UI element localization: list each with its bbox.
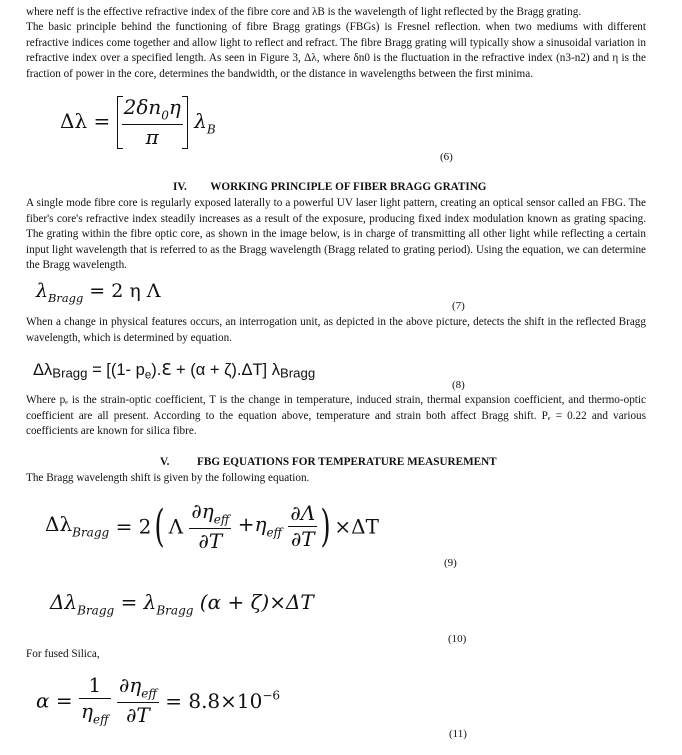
eq11-fraction-2: $\frac{\partial\eta_{eff}}{\partial T}$ <box>118 673 157 728</box>
section-5-heading <box>160 456 497 468</box>
equation-number-7: (7) <box>452 300 465 312</box>
eq6-fraction: $\frac{2\delta n_0\eta}{\pi}$ <box>123 95 181 150</box>
equation-number-8: (8) <box>452 379 465 391</box>
section-5-paragraph-2: For fused Silica, <box>26 648 100 660</box>
equation-number-6: (6) <box>440 151 453 163</box>
intro-line: where neff is the effective refractive index of the fibre core and λB is the wavelength of light reflected by the Bragg grating. <box>26 6 582 18</box>
section-4-paragraph-2: When a change in physical features occurs, an interrogation unit, as depicted in the above picture, detects the shift in the reflected Bragg wavelength, which is determined by equation. <box>26 316 646 344</box>
section-5-number: V. <box>160 456 170 468</box>
eq11-fraction-1: $\frac{1}{\eta_{eff}}$ <box>80 673 109 727</box>
equation-11: α = $\frac{1}{\eta_{eff}}$ $\frac{\partial\eta_{eff}}{\partial T}$ = $8.8\times 10^{-6}$ <box>36 673 281 728</box>
equation-number-10: (10) <box>448 633 467 645</box>
eq6-lhs: Δλ = <box>60 109 111 134</box>
eq6-rhs: λ <box>194 109 207 134</box>
equation-number-11: (11) <box>449 728 467 740</box>
section-4-title: WORKING PRINCIPLE OF FIBER BRAGG GRATING <box>210 181 487 193</box>
equation-10: $\Delta\lambda_{Bragg} = \lambda_{Bragg}$ (α + ζ)×ΔT <box>50 590 314 618</box>
section-4-paragraph-1: A single mode fibre core is regularly exposed laterally to a powerful UV laser light pattern, creating an optical sensor called an FBG. The fiber's core's refractive index steadily increases as a result of the exposure, producing fixed index modulation known as grating spacing. The grating within the fibre optic core, as shown in the image below, is in charge of transmitting all other light while reflecting a certain input light wavelength that is referred to as the Bragg wavelength (Bragg related to grating period). Using the equation, we can determine the Bragg wavelength. <box>26 197 646 272</box>
intro-paragraph: The basic principle behind the functioning of fibre Bragg gratings (FBGs) is Fresnel reflection. when two mediums with different refractive indices come together and allow light to reflect and refract. The fibre Bragg grating will typically show a sinusoidal variation in refractive index over a specified length. As seen in Figure 3, Δλ, where δn0 is the fluctuation in the refractive index (n3-n2) and η is the fraction of power in the core, determines the bandwidth, or the distance in wavelengths between the first minima. <box>26 21 646 80</box>
eq6-bracket <box>117 96 188 149</box>
section-4-heading <box>173 181 487 193</box>
section-4-number: IV. <box>173 181 187 193</box>
section-5-title: FBG EQUATIONS FOR TEMPERATURE MEASUREMENT <box>197 456 497 468</box>
equation-6: Δλ = $\frac{2\delta n_0\eta}{\pi}$ $\lambda_B$ <box>60 95 216 150</box>
equation-9: $\Delta\lambda_{Bragg} = 2$( Λ $\frac{\partial\eta_{eff}}{\partial T}$ $+\eta_{eff}$ $\frac{\partial\Lambda}{\partial T}$ ) ×ΔT <box>45 499 379 554</box>
eq9-fraction-2: $\frac{\partial\Lambda}{\partial T}$ <box>290 501 316 552</box>
section-5-paragraph-1: The Bragg wavelength shift is given by the following equation. <box>26 472 310 484</box>
equation-8: ΔλBragg = [(1- $p_e).ℇ + (\alpha + \zeta).\Delta T$] λBragg <box>33 361 316 382</box>
equation-number-9: (9) <box>444 557 457 569</box>
equation-7: $\lambda_{Bragg} = 2$ η Λ <box>36 280 161 306</box>
eq9-fraction-1: $\frac{\partial\eta_{eff}}{\partial T}$ <box>191 499 230 554</box>
section-4-paragraph-3: Where pₑ is the strain-optic coefficient, T is the change in temperature, induced strain, thermal expansion coefficient, and thermo-optic coefficient are all present. According to the equation above, temperature and strain both affect Bragg shift. Pₑ = 0.22 and various coefficients are known for silica fibre. <box>26 394 646 438</box>
